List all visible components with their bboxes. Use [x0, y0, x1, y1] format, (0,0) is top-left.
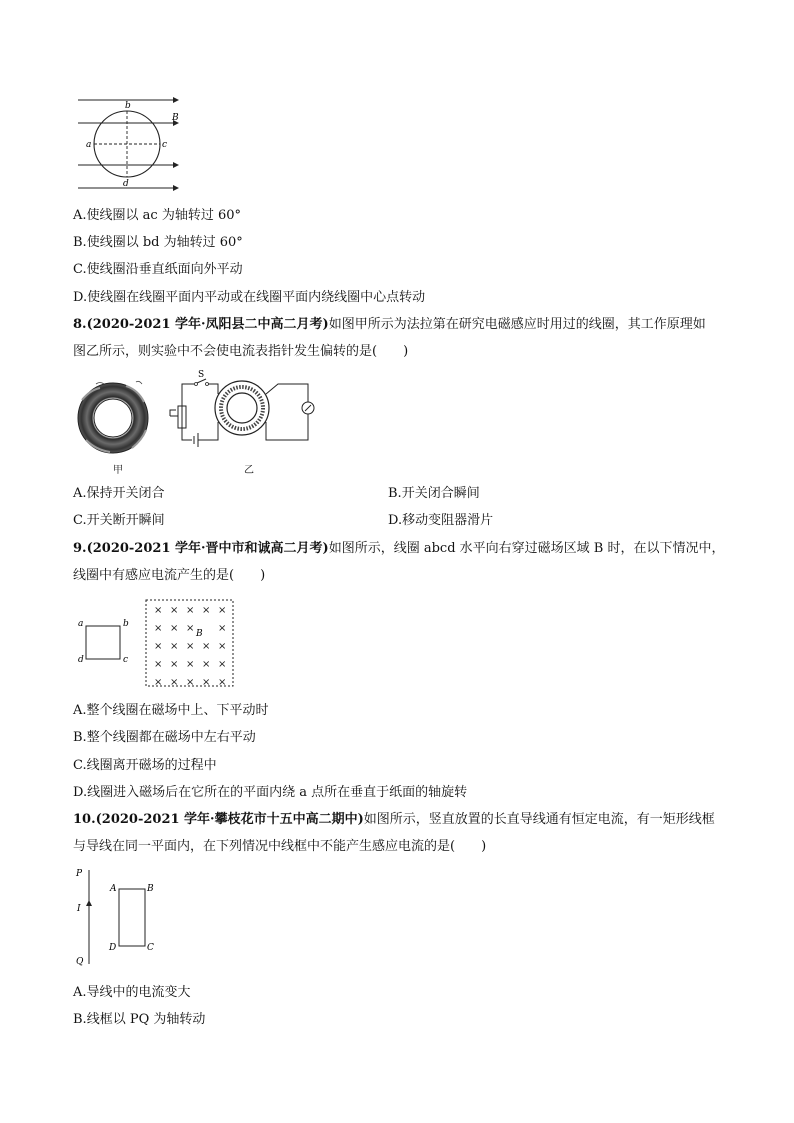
q8-number: 8. — [73, 317, 87, 332]
q7-option-d: D.使线圈在线圈平面内平动或在线圈平面内绕线圈中心点转动 — [73, 290, 426, 305]
label-P: P — [76, 869, 83, 879]
q7-option-a: A.使线圈以 ac 为轴转过 60° — [73, 208, 242, 223]
label-d: d — [78, 655, 84, 665]
q8-stem-line2: 图乙所示，则实验中不会使电流表指针发生偏转的是( ) — [73, 344, 409, 359]
q8-option-b: B.开关闭合瞬间 — [388, 486, 480, 501]
field-cross: × — [154, 659, 163, 670]
q8-text-1: 如图甲所示为法拉第在研究电磁感应时用过的线圈，其工作原理如 — [328, 317, 706, 332]
q10-source: (2020-2021 学年·攀枝花市十五中高二期中) — [95, 812, 364, 827]
field-cross: × — [202, 641, 211, 652]
label-c: c — [123, 655, 129, 665]
label-c: c — [162, 140, 168, 150]
field-cross: × — [154, 641, 163, 652]
field-cross: × — [186, 677, 195, 688]
field-cross: × — [186, 605, 195, 616]
q7-option-b: B.使线圈以 bd 为轴转过 60° — [73, 235, 243, 250]
label-field-B: B — [172, 113, 179, 123]
field-cross: × — [218, 677, 227, 688]
q10-stem-line2: 与导线在同一平面内，在下列情况中线框中不能产生感应电流的是( ) — [73, 839, 487, 854]
label-B: B — [147, 884, 154, 894]
q9-source: (2020-2021 学年·晋中市和诚高二月考) — [86, 541, 329, 556]
label-C: C — [147, 943, 154, 953]
field-cross: × — [202, 677, 211, 688]
q10-number: 10. — [73, 812, 96, 827]
field-cross: × — [218, 659, 227, 670]
q9-option-b: B.整个线圈都在磁场中左右平动 — [73, 730, 256, 745]
label-a: a — [86, 140, 92, 150]
field-cross: × — [218, 623, 227, 634]
field-cross: × — [218, 605, 227, 616]
q9-option-c: C.线圈离开磁场的过程中 — [73, 758, 217, 773]
coil-magnetic-region-figure — [74, 596, 239, 691]
field-cross: × — [202, 605, 211, 616]
wire-frame-figure — [74, 864, 174, 969]
q9-stem-line2: 线圈中有感应电流产生的是( ) — [73, 568, 266, 583]
q9-option-a: A.整个线圈在磁场中上、下平动时 — [73, 703, 269, 718]
field-cross: × — [170, 605, 179, 616]
field-cross: × — [202, 659, 211, 670]
q8-option-a: A.保持开关闭合 — [73, 486, 165, 501]
label-d: d — [123, 179, 129, 189]
label-I: I — [77, 904, 81, 914]
field-cross: × — [186, 659, 195, 670]
q8-stem-line1 — [73, 316, 706, 334]
field-cross: × — [154, 605, 163, 616]
faraday-coil-photo — [76, 380, 151, 455]
q9-stem-line1 — [73, 540, 724, 558]
q8-source: (2020-2021 学年·凤阳县二中高二月考) — [86, 317, 329, 332]
q10-stem-line1 — [73, 811, 715, 829]
field-crosses — [154, 605, 226, 688]
q9-option-d: D.线圈进入磁场后在它所在的平面内绕 a 点所在垂直于纸面的轴旋转 — [73, 785, 468, 800]
coil-field-figure — [70, 95, 190, 195]
faraday-circuit-diagram — [168, 370, 318, 452]
q10-text-1: 如图所示，竖直放置的长直导线通有恒定电流，有一矩形线框 — [363, 812, 715, 827]
field-cross: × — [170, 623, 179, 634]
label-D: D — [109, 943, 117, 953]
q9-number: 9. — [73, 541, 87, 556]
caption-yi: 乙 — [244, 465, 254, 476]
q7-option-c: C.使线圈沿垂直纸面向外平动 — [73, 262, 243, 277]
label-field-B: B — [196, 629, 203, 639]
label-b: b — [125, 101, 131, 111]
q8-option-d: D.移动变阻器滑片 — [388, 513, 494, 528]
field-cross: × — [170, 641, 179, 652]
label-A: A — [110, 884, 117, 894]
q10-option-a: A.导线中的电流变大 — [73, 985, 191, 1000]
q10-option-b: B.线框以 PQ 为轴转动 — [73, 1012, 206, 1027]
field-cross: × — [186, 641, 195, 652]
field-cross: × — [186, 623, 195, 634]
field-cross: × — [218, 641, 227, 652]
field-cross: × — [170, 677, 179, 688]
field-cross: × — [170, 659, 179, 670]
field-cross: × — [154, 623, 163, 634]
caption-jia: 甲 — [113, 465, 123, 476]
q9-text-1: 如图所示，线圈 abcd 水平向右穿过磁场区域 B 时，在以下情况中， — [328, 541, 725, 556]
field-cross: × — [154, 677, 163, 688]
switch-label: S — [198, 370, 205, 380]
label-b: b — [123, 619, 129, 629]
q8-option-c: C.开关断开瞬间 — [73, 513, 165, 528]
label-Q: Q — [76, 957, 84, 967]
label-a: a — [78, 619, 84, 629]
